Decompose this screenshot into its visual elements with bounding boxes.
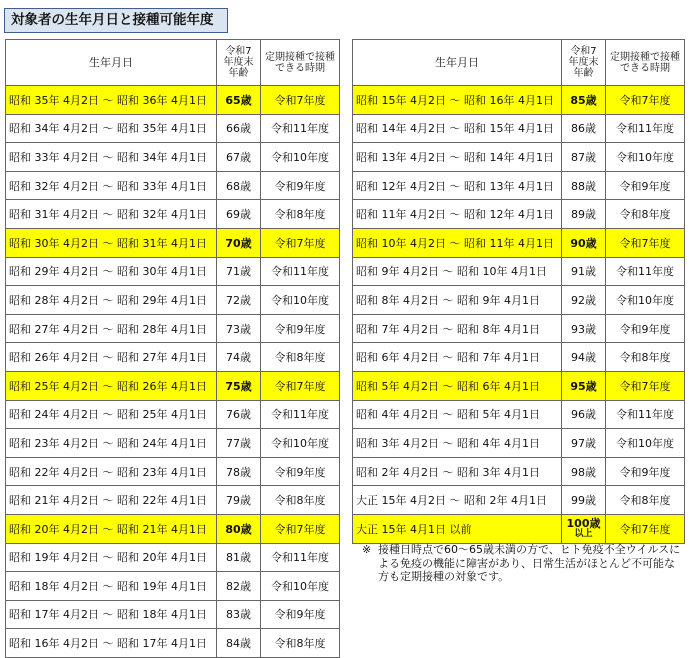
birth-date-range: 昭和 2年 4月2日 ～ 昭和 3年 4月1日 (353, 457, 562, 486)
table-row (353, 86, 685, 115)
age-at-fiscal-year-end: 89歳 (562, 200, 606, 229)
eligible-fiscal-year: 令和11年度 (606, 400, 685, 429)
table-row (353, 400, 685, 429)
eligible-fiscal-year: 令和8年度 (606, 200, 685, 229)
age-at-fiscal-year-end: 73歳 (217, 314, 261, 343)
table-row (6, 143, 340, 172)
table-row (6, 343, 340, 372)
table-row (353, 457, 685, 486)
table-row (6, 286, 340, 315)
table-row (6, 371, 340, 400)
table-row (6, 457, 340, 486)
left-eligibility-table (5, 39, 340, 658)
note-text: 接種日時点で60～65歳未満の方で、ヒト免疫不全ウイルスによる免疫の機能に障害があり、日常生活がほとんど不可能な方も定期接種の対象です。 (378, 543, 681, 583)
right-eligibility-table (352, 39, 685, 544)
age-at-fiscal-year-end: 66歳 (217, 114, 261, 143)
birth-date-range: 昭和 23年 4月2日 ～ 昭和 24年 4月1日 (6, 429, 217, 458)
birth-date-range: 昭和 9年 4月2日 ～ 昭和 10年 4月1日 (353, 257, 562, 286)
birth-date-range: 昭和 12年 4月2日 ～ 昭和 13年 4月1日 (353, 171, 562, 200)
birth-date-range: 昭和 17年 4月2日 ～ 昭和 18年 4月1日 (6, 600, 217, 629)
table-row (353, 343, 685, 372)
note-mark: ※ (362, 543, 372, 556)
age-at-fiscal-year-end: 80歳 (217, 514, 261, 543)
age-at-fiscal-year-end: 93歳 (562, 314, 606, 343)
age-at-fiscal-year-end: 97歳 (562, 429, 606, 458)
table-row (6, 600, 340, 629)
table-row (6, 514, 340, 543)
eligible-fiscal-year: 令和11年度 (606, 114, 685, 143)
page-title: 対象者の生年月日と接種可能年度 (4, 8, 228, 33)
birth-date-range: 昭和 35年 4月2日 ～ 昭和 36年 4月1日 (6, 86, 217, 115)
birth-date-range: 昭和 26年 4月2日 ～ 昭和 27年 4月1日 (6, 343, 217, 372)
eligible-fiscal-year: 令和10年度 (606, 143, 685, 172)
eligible-fiscal-year: 令和8年度 (261, 200, 340, 229)
birth-date-range: 大正 15年 4月1日 以前 (353, 514, 562, 543)
age-at-fiscal-year-end: 91歳 (562, 257, 606, 286)
age-at-fiscal-year-end (562, 514, 606, 543)
age-at-fiscal-year-end: 84歳 (217, 629, 261, 658)
age-at-fiscal-year-end: 88歳 (562, 171, 606, 200)
eligible-fiscal-year: 令和10年度 (261, 286, 340, 315)
eligible-fiscal-year: 令和8年度 (261, 629, 340, 658)
table-row (353, 257, 685, 286)
eligible-fiscal-year: 令和9年度 (606, 457, 685, 486)
table-row (353, 514, 685, 543)
eligible-fiscal-year: 令和7年度 (261, 228, 340, 257)
eligible-fiscal-year: 令和9年度 (261, 457, 340, 486)
birth-date-range: 昭和 8年 4月2日 ～ 昭和 9年 4月1日 (353, 286, 562, 315)
birth-date-range: 昭和 32年 4月2日 ～ 昭和 33年 4月1日 (6, 171, 217, 200)
age-at-fiscal-year-end: 99歳 (562, 486, 606, 515)
eligible-fiscal-year: 令和8年度 (606, 343, 685, 372)
eligible-fiscal-year: 令和10年度 (606, 429, 685, 458)
eligible-fiscal-year: 令和10年度 (606, 286, 685, 315)
table-row (6, 171, 340, 200)
header-birth-date: 生年月日 (353, 40, 562, 86)
age-at-fiscal-year-end: 79歳 (217, 486, 261, 515)
eligible-fiscal-year: 令和11年度 (606, 257, 685, 286)
eligible-fiscal-year: 令和11年度 (261, 400, 340, 429)
eligible-fiscal-year: 令和7年度 (606, 228, 685, 257)
birth-date-range: 昭和 4年 4月2日 ～ 昭和 5年 4月1日 (353, 400, 562, 429)
birth-date-range: 昭和 25年 4月2日 ～ 昭和 26年 4月1日 (6, 371, 217, 400)
birth-date-range: 昭和 29年 4月2日 ～ 昭和 30年 4月1日 (6, 257, 217, 286)
eligible-fiscal-year: 令和9年度 (606, 171, 685, 200)
table-header-row (353, 40, 685, 86)
header-eligible-period: 定期接種で接種 できる時期 (261, 40, 340, 86)
eligible-fiscal-year: 令和10年度 (261, 572, 340, 601)
birth-date-range: 昭和 30年 4月2日 ～ 昭和 31年 4月1日 (6, 228, 217, 257)
birth-date-range: 昭和 5年 4月2日 ～ 昭和 6年 4月1日 (353, 371, 562, 400)
table-row (6, 314, 340, 343)
table-row (6, 486, 340, 515)
birth-date-range: 昭和 14年 4月2日 ～ 昭和 15年 4月1日 (353, 114, 562, 143)
age-at-fiscal-year-end: 71歳 (217, 257, 261, 286)
footnote (362, 543, 684, 584)
age-at-fiscal-year-end: 85歳 (562, 86, 606, 115)
table-row (353, 429, 685, 458)
table-row (353, 171, 685, 200)
table-row (6, 629, 340, 658)
eligible-fiscal-year: 令和10年度 (261, 143, 340, 172)
table-row (353, 371, 685, 400)
age-at-fiscal-year-end: 65歳 (217, 86, 261, 115)
table-row (353, 286, 685, 315)
birth-date-range: 昭和 33年 4月2日 ～ 昭和 34年 4月1日 (6, 143, 217, 172)
birth-date-range: 昭和 20年 4月2日 ～ 昭和 21年 4月1日 (6, 514, 217, 543)
age-at-fiscal-year-end: 94歳 (562, 343, 606, 372)
birth-date-range: 昭和 16年 4月2日 ～ 昭和 17年 4月1日 (6, 629, 217, 658)
age-at-fiscal-year-end: 75歳 (217, 371, 261, 400)
birth-date-range: 昭和 3年 4月2日 ～ 昭和 4年 4月1日 (353, 429, 562, 458)
eligible-fiscal-year: 令和9年度 (261, 171, 340, 200)
table-row (353, 143, 685, 172)
header-birth-date: 生年月日 (6, 40, 217, 86)
eligible-fiscal-year: 令和9年度 (261, 600, 340, 629)
table-row (6, 228, 340, 257)
eligible-fiscal-year: 令和8年度 (261, 486, 340, 515)
eligible-fiscal-year: 令和11年度 (261, 114, 340, 143)
table-row (353, 228, 685, 257)
table-row (6, 543, 340, 572)
eligible-fiscal-year: 令和7年度 (261, 86, 340, 115)
eligible-fiscal-year: 令和11年度 (261, 543, 340, 572)
eligible-fiscal-year: 令和10年度 (261, 429, 340, 458)
age-at-fiscal-year-end: 76歳 (217, 400, 261, 429)
table-row (353, 314, 685, 343)
table-row (6, 86, 340, 115)
birth-date-range: 大正 15年 4月2日 ～ 昭和 2年 4月1日 (353, 486, 562, 515)
age-at-fiscal-year-end: 78歳 (217, 457, 261, 486)
table-row (353, 114, 685, 143)
eligible-fiscal-year: 令和9年度 (261, 314, 340, 343)
age-at-fiscal-year-end: 87歳 (562, 143, 606, 172)
birth-date-range: 昭和 21年 4月2日 ～ 昭和 22年 4月1日 (6, 486, 217, 515)
birth-date-range: 昭和 34年 4月2日 ～ 昭和 35年 4月1日 (6, 114, 217, 143)
birth-date-range: 昭和 19年 4月2日 ～ 昭和 20年 4月1日 (6, 543, 217, 572)
table-row (353, 200, 685, 229)
age-at-fiscal-year-end: 74歳 (217, 343, 261, 372)
age-suffix: 以上 (574, 529, 593, 540)
age-at-fiscal-year-end: 67歳 (217, 143, 261, 172)
table-row (6, 429, 340, 458)
age-at-fiscal-year-end: 86歳 (562, 114, 606, 143)
eligible-fiscal-year: 令和9年度 (606, 314, 685, 343)
birth-date-range: 昭和 11年 4月2日 ～ 昭和 12年 4月1日 (353, 200, 562, 229)
table-row (6, 114, 340, 143)
eligible-fiscal-year: 令和7年度 (606, 371, 685, 400)
table-row (6, 200, 340, 229)
age-at-fiscal-year-end: 81歳 (217, 543, 261, 572)
table-row (6, 400, 340, 429)
eligible-fiscal-year: 令和7年度 (606, 86, 685, 115)
header-age: 令和7 年度末 年齢 (217, 40, 261, 86)
birth-date-range: 昭和 13年 4月2日 ～ 昭和 14年 4月1日 (353, 143, 562, 172)
birth-date-range: 昭和 15年 4月2日 ～ 昭和 16年 4月1日 (353, 86, 562, 115)
birth-date-range: 昭和 28年 4月2日 ～ 昭和 29年 4月1日 (6, 286, 217, 315)
eligible-fiscal-year: 令和7年度 (261, 371, 340, 400)
eligible-fiscal-year: 令和11年度 (261, 257, 340, 286)
birth-date-range: 昭和 22年 4月2日 ～ 昭和 23年 4月1日 (6, 457, 217, 486)
age-at-fiscal-year-end: 69歳 (217, 200, 261, 229)
birth-date-range: 昭和 31年 4月2日 ～ 昭和 32年 4月1日 (6, 200, 217, 229)
age-at-fiscal-year-end: 92歳 (562, 286, 606, 315)
birth-date-range: 昭和 27年 4月2日 ～ 昭和 28年 4月1日 (6, 314, 217, 343)
birth-date-range: 昭和 18年 4月2日 ～ 昭和 19年 4月1日 (6, 572, 217, 601)
birth-date-range: 昭和 10年 4月2日 ～ 昭和 11年 4月1日 (353, 228, 562, 257)
table-header-row (6, 40, 340, 86)
table-row (353, 486, 685, 515)
header-age: 令和7 年度末 年齢 (562, 40, 606, 86)
age-at-fiscal-year-end: 77歳 (217, 429, 261, 458)
age-at-fiscal-year-end: 95歳 (562, 371, 606, 400)
age-at-fiscal-year-end: 90歳 (562, 228, 606, 257)
age-at-fiscal-year-end: 82歳 (217, 572, 261, 601)
header-eligible-period: 定期接種で接種 できる時期 (606, 40, 685, 86)
age-at-fiscal-year-end: 68歳 (217, 171, 261, 200)
table-row (6, 572, 340, 601)
eligible-fiscal-year: 令和7年度 (261, 514, 340, 543)
table-row (6, 257, 340, 286)
eligible-fiscal-year: 令和8年度 (606, 486, 685, 515)
eligible-fiscal-year: 令和8年度 (261, 343, 340, 372)
age-at-fiscal-year-end: 96歳 (562, 400, 606, 429)
age-at-fiscal-year-end: 70歳 (217, 228, 261, 257)
birth-date-range: 昭和 6年 4月2日 ～ 昭和 7年 4月1日 (353, 343, 562, 372)
eligible-fiscal-year: 令和7年度 (606, 514, 685, 543)
birth-date-range: 昭和 7年 4月2日 ～ 昭和 8年 4月1日 (353, 314, 562, 343)
age-value: 100歳 (566, 517, 601, 531)
age-at-fiscal-year-end: 98歳 (562, 457, 606, 486)
age-at-fiscal-year-end: 83歳 (217, 600, 261, 629)
age-at-fiscal-year-end: 72歳 (217, 286, 261, 315)
birth-date-range: 昭和 24年 4月2日 ～ 昭和 25年 4月1日 (6, 400, 217, 429)
